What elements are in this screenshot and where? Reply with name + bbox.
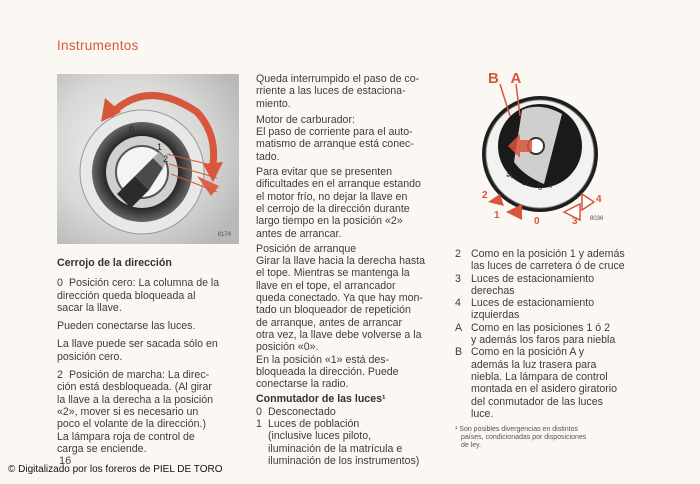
mid-p3-line-2: dificultades en el arranque estando [256,178,421,191]
drive-position-number: 2 [57,369,63,382]
mid-p1-line-3: miento. [256,97,291,110]
ignition-lock-illustration [57,74,239,244]
mid-p2-line-2: El paso de corriente para el auto- [256,126,413,139]
svg-text:0: 0 [129,124,135,134]
switch-item-1: 1 Luces de población [256,418,360,431]
mid-p3-line-1: Para evitar que se presenten [256,166,393,179]
scan-credit: © Digitalizado por los foreros de PIEL DE TORO [8,464,223,475]
right-column [455,248,645,450]
svg-text:P: P [550,181,556,190]
switch-item-b-line-5: del conmutador de las luces [471,395,603,408]
position-label-4: 4 [596,194,602,205]
light-switch-heading: Conmutador de las luces¹ [256,393,386,406]
position-label-3: 3 [572,216,578,227]
svg-text:1: 1 [157,142,163,152]
mid-p3-line-5: largo tiempo en la posición «2» [256,215,403,228]
svg-text:≡D: ≡D [522,179,533,188]
mid-p5-line-1: En la posición «1» está des- [256,353,390,366]
mid-p1-line-2: rriente a las luces de estaciona- [256,85,406,98]
mid-p4-line-2: Girar la llave hacia la derecha hasta [256,255,426,268]
switch-item-4: 4 Luces de estacionamiento [455,297,595,310]
mid-p3-line-6: antes de arrancar. [256,227,342,240]
switch-item-a-letter: A [455,321,463,334]
key-removal-line-2: posición cero. [57,350,123,363]
switch-item-3-line-2: derechas [471,284,515,297]
switch-item-2-number: 2 [455,248,461,260]
figure-reference: 8036 [590,216,604,222]
section-title: Instrumentos [57,38,139,53]
switch-item-3: 3 Luces de estacionamiento [455,272,595,285]
switch-item-a-line-2: y además los faros para niebla [471,334,616,347]
mid-p4-line-7: de arranque, antes de arrancar [256,316,403,329]
drive-position-line-3: la llave a la derecha a la posición [57,393,214,406]
switch-item-0: 0 Desconectado [256,405,336,418]
mid-p5-line-2: bloqueada la dirección. Puede [256,365,399,378]
mid-p4-line-3: el tope. Mientras se mantenga la [256,267,410,280]
position-zero-line-3: sacar la llave. [57,301,122,314]
left-column [57,257,243,455]
footnote-line-3: de ley. [461,442,482,450]
mid-p4-line-4: llave en el tope, el arrancador [256,279,396,292]
position-label-0: 0 [534,216,540,227]
switch-item-4-line-2: izquierdas [471,309,520,322]
figure-reference: 8174 [217,232,231,238]
position-zero-number: 0 [57,277,63,290]
switch-item-0-number: 0 [256,405,262,418]
mid-p2-line-1: Motor de carburador: [256,113,355,126]
position-label-1: 1 [494,210,500,221]
switch-item-3-number: 3 [455,272,461,285]
switch-item-b: B Como en la posición A y [455,346,585,359]
switch-item-2: 2 Como en la posición 1 y además [455,248,625,260]
lights-note: Pueden conectarse las luces. [57,320,196,333]
mid-p2-line-3: matismo de arranque está conec- [256,138,414,151]
drive-position-line-1: 2 Posición de marcha: La direc- [57,369,210,382]
drive-position-line-4: «2», mover si es necesario un [57,405,199,418]
mid-p2-line-4: tado. [256,150,280,163]
switch-item-1-number: 1 [256,418,262,431]
switch-item-1-line-3: iluminación de la matrícula e [268,442,403,455]
switch-item-b-line-4: montada en el asidero giratorio [471,383,618,396]
mid-p4-line-5: queda conectado. Ya que hay mon- [256,292,423,305]
position-zero-line-2: dirección queda bloqueada al [57,289,196,302]
light-switch-figure [470,66,640,234]
switch-item-b-letter: B [455,346,463,359]
position-label-2: 2 [482,190,488,201]
drive-position-line-7: carga se enciende. [57,442,147,455]
position-zero-line-1: 0 Posición cero: La columna de la [57,277,220,290]
mid-p1-line-1: Queda interrumpido el paso de co- [256,73,420,85]
mid-p4-line-6: tado un bloqueador de repetición [256,304,411,317]
svg-text:0: 0 [538,183,543,192]
drive-position-line-6: La lámpara roja de control de [57,430,195,443]
key-removal-line-1: La llave puede ser sacada sólo en [57,338,218,351]
figure-letters: B A [488,70,526,87]
switch-item-b-line-2: además la luz trasera para [471,358,597,371]
switch-item-4-number: 4 [455,297,461,310]
switch-item-1-line-2: (inclusive luces piloto, [268,430,372,443]
switch-item-b-line-6: luce. [471,407,494,420]
switch-item-1-line-4: iluminación de los instrumentos) [268,454,420,467]
page-number: 16 [59,455,72,467]
mid-p3-line-3: el motor frío, no dejar la llave en [256,190,408,203]
footnote-line-1: ¹ Son posibles divergencias en distintos [455,426,578,434]
drive-position-line-5: poco el volante de la dirección.) [57,418,206,431]
lock-heading: Cerrojo de la dirección [57,257,172,269]
switch-item-b-line-3: niebla. La lámpara de control [471,370,608,383]
mid-p5-line-3: conectarse la radio. [256,378,349,391]
ignition-lock-figure [57,74,239,244]
svg-text:2: 2 [163,154,169,164]
mid-p4-line-1: Posición de arranque [256,242,357,255]
middle-column [256,73,444,467]
switch-item-2-line-2: las luces de carretera ó de cruce [471,260,625,273]
svg-text:≡D: ≡D [506,171,517,180]
mid-p4-line-9: posición «0». [256,341,319,354]
drive-position-line-2: ción está desbloqueada. (Al girar [57,381,212,394]
mid-p3-line-4: el cerrojo de la dirección durante [256,202,410,215]
footnote-line-2: países, condicionadas por disposiciones [461,434,587,442]
light-switch-illustration [470,66,640,234]
mid-p4-line-8: otra vez, la llave debe volverse a la [256,328,422,341]
switch-item-a: A Como en las posiciones 1 ó 2 [455,321,610,334]
